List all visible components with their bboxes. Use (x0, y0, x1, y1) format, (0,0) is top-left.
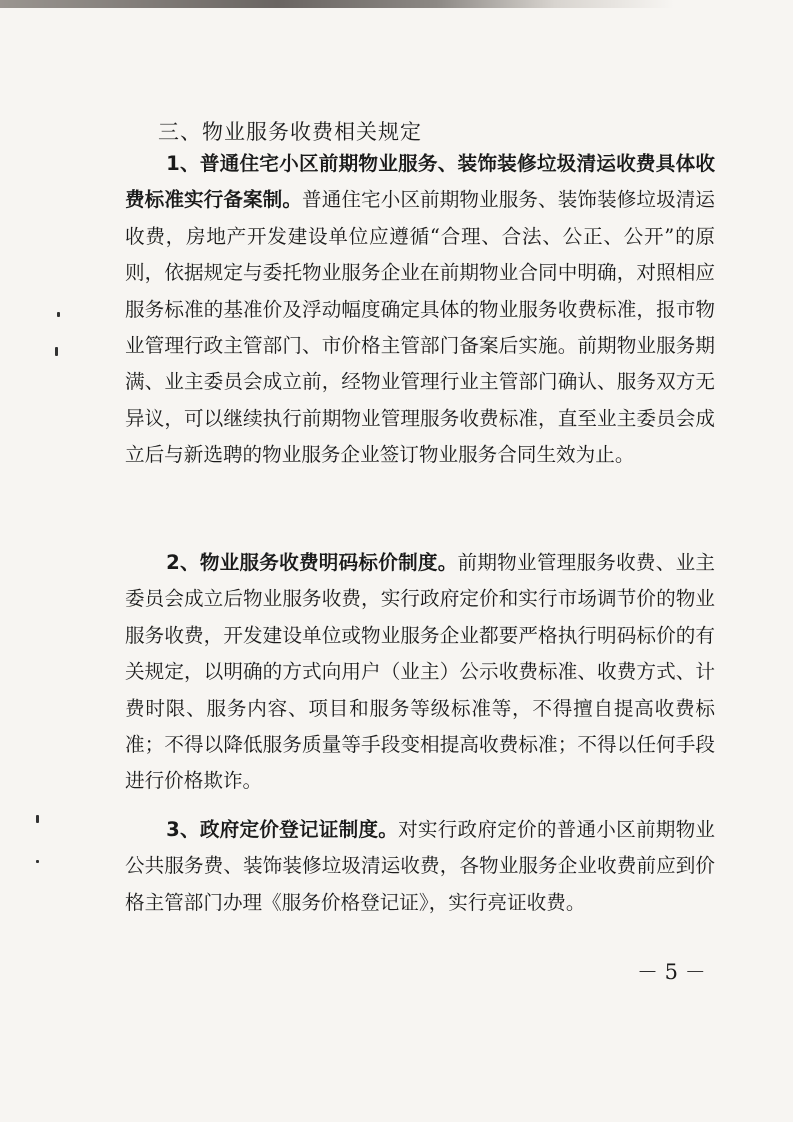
paragraph-2 (125, 545, 715, 800)
page-number: － 5 － (637, 960, 706, 984)
paragraph-2-body: 前期物业管理服务收费、业主委员会成立后物业服务收费，实行政府定价和实行市场调节价的物业服务收费，开发建设单位或物业服务企业都要严格执行明码标价的有关规定，以明确的方式向用户（业主）公示收费标准、收费方式、计费时限、服务内容、项目和服务等级标准等，不得擅自提高收费标准；不得以降低服务质量等手段变相提高收费标准；不得以任何手段进行价格欺诈。 (125, 551, 715, 793)
section-heading: 三、物业服务收费相关规定 (158, 120, 422, 144)
paragraph-1-lead: 1、普通住宅小区前期物业服务、装饰装修垃圾清运收费具体收费标准实行备案制。 (125, 152, 715, 212)
paragraph-3-lead: 3、政府定价登记证制度。 (166, 818, 399, 841)
paragraph-1 (125, 146, 715, 474)
paragraph-3-body: 对实行政府定价的普通小区前期物业公共服务费、装饰装修垃圾清运收费，各物业服务企业收费前应到价格主管部门办理《服务价格登记证》，实行亮证收费。 (125, 818, 716, 914)
paragraph-3 (125, 812, 715, 921)
paragraph-1-body: 普通住宅小区前期物业服务、装饰装修垃圾清运收费，房地产开发建设单位应遵循“合理、合法、公正、公开”的原则，依据规定与委托物业服务企业在前期物业合同中明确，对照相应服务标准的基准价及浮动幅度确定具体的物业服务收费标准，报市物业管理行政主管部门、市价格主管部门备案后实施。前期物业服务期满、业主委员会成立前，经物业管理行业主管部门确认、服务双方无异议，可以继续执行前期物业管理服务收费标准，直至业主委员会成立后与新选聘的物业服务企业签订物业服务合同生效为止。 (125, 188, 716, 467)
paragraph-2-lead: 2、物业服务收费明码标价制度。 (166, 551, 458, 574)
